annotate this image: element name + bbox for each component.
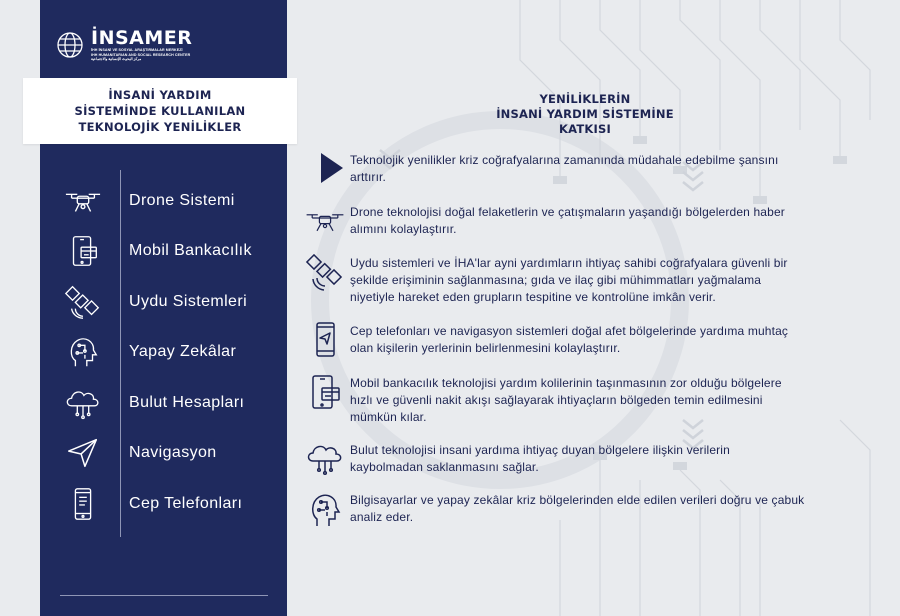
drone-icon <box>55 181 111 221</box>
sidebar-item-label: Bulut Hesapları <box>129 394 245 411</box>
cloud-icon <box>300 441 350 479</box>
contribution-row <box>300 491 870 529</box>
sidebar-item-navigation <box>55 433 275 473</box>
logo-subtitle-1: İHH İNSANİ VE SOSYAL ARAŞTIRMALAR MERKEZİ <box>91 48 183 53</box>
contribution-row <box>300 254 870 306</box>
sidebar-item-mobile-banking <box>55 231 275 271</box>
sidebar-item-label: Navigasyon <box>129 444 217 461</box>
phone-icon <box>55 484 111 524</box>
left-title-line: TEKNOLOJİK YENİLİKLER <box>78 120 242 134</box>
sidebar-item-satellite <box>55 282 275 322</box>
sidebar-item-cloud <box>55 383 275 423</box>
row-text: Mobil bankacılık teknolojisi yardım kolilerinin taşınmasının zor olduğu bölgelere hızlı ve güvenli nakit akışı sağlayarak ihtiyaçların bölgeden temin edilmesini mümkün kılar. <box>350 376 782 424</box>
phone-navigation-icon <box>300 322 350 360</box>
sidebar-item-drone <box>55 181 275 221</box>
sidebar-item-label: Mobil Bankacılık <box>129 242 252 259</box>
ai-head-icon <box>55 332 111 372</box>
row-text: Drone teknolojisi doğal felaketlerin ve çatışmaların yaşandığı bölgelerden haber alımını kolaylaştırır. <box>350 205 785 236</box>
sidebar-item-label: Drone Sistemi <box>129 192 235 209</box>
right-heading-line: KATKISI <box>559 122 611 136</box>
satellite-icon <box>300 254 350 292</box>
row-text: Teknolojik yenilikler kriz coğrafyalarına zamanında müdahale edebilme şansını arttırır. <box>350 153 779 184</box>
cloud-icon <box>55 383 111 423</box>
ai-head-icon <box>300 491 350 529</box>
play-arrow-icon <box>300 151 350 189</box>
satellite-icon <box>55 282 111 322</box>
row-text: Bilgisayarlar ve yapay zekâlar kriz bölgelerinden elde edilen verileri doğru ve çabuk analiz eder. <box>350 493 805 524</box>
right-heading-line: İNSANİ YARDIM SİSTEMİNE <box>496 107 674 121</box>
mobile-banking-icon <box>300 374 350 412</box>
left-title-line: SİSTEMİNDE KULLANILAN <box>74 104 246 118</box>
sidebar-bottom-rule <box>60 595 268 596</box>
right-heading <box>455 92 715 137</box>
row-text: Cep telefonları ve navigasyon sistemleri doğal afet bölgelerinde yardıma muhtaç olan kişilerin yerlerinin belirlenmesini kolaylaştırır. <box>350 324 789 355</box>
row-text: Uydu sistemleri ve İHA'lar ayni yardımların ihtiyaç sahibi coğrafyalara güvenli bir şekilde erişiminin sağlanmasına; gıda ve ilaç gibi mühimmatları yağmalama niyetiyle hareket eden grupların tespitine ve kontrolüne imkân verir. <box>350 256 788 304</box>
sidebar-item-label: Uydu Sistemleri <box>129 293 248 310</box>
sidebar-item-label: Cep Telefonları <box>129 495 243 512</box>
contribution-row <box>300 203 870 241</box>
sidebar-item-ai <box>55 332 275 372</box>
left-title-box <box>23 78 297 144</box>
contribution-row <box>300 374 870 426</box>
navigation-icon <box>55 433 111 473</box>
right-heading-line: YENİLİKLERİN <box>539 92 631 106</box>
sidebar-item-phone <box>55 484 275 524</box>
left-title-line: İNSANİ YARDIM <box>108 88 212 102</box>
logo-subtitle-3: مركز البحوث الإنسانية والاجتماعية <box>91 57 142 62</box>
logo-subtitle-2: IHH HUMANITARIAN AND SOCIAL RESEARCH CENTER <box>91 52 191 57</box>
mobile-banking-icon <box>55 231 111 271</box>
row-text: Bulut teknolojisi insani yardıma ihtiyaç duyan bölgelere ilişkin verilerin kaybolmadan saklanmasını sağlar. <box>350 443 730 474</box>
logo-name: İNSAMER <box>91 27 193 50</box>
contribution-row <box>300 441 870 479</box>
contribution-row <box>300 322 870 360</box>
insamer-logo <box>55 20 235 70</box>
contribution-row <box>300 151 870 189</box>
drone-icon <box>300 203 350 241</box>
globe-icon <box>55 30 85 60</box>
sidebar-item-label: Yapay Zekâlar <box>129 343 237 360</box>
